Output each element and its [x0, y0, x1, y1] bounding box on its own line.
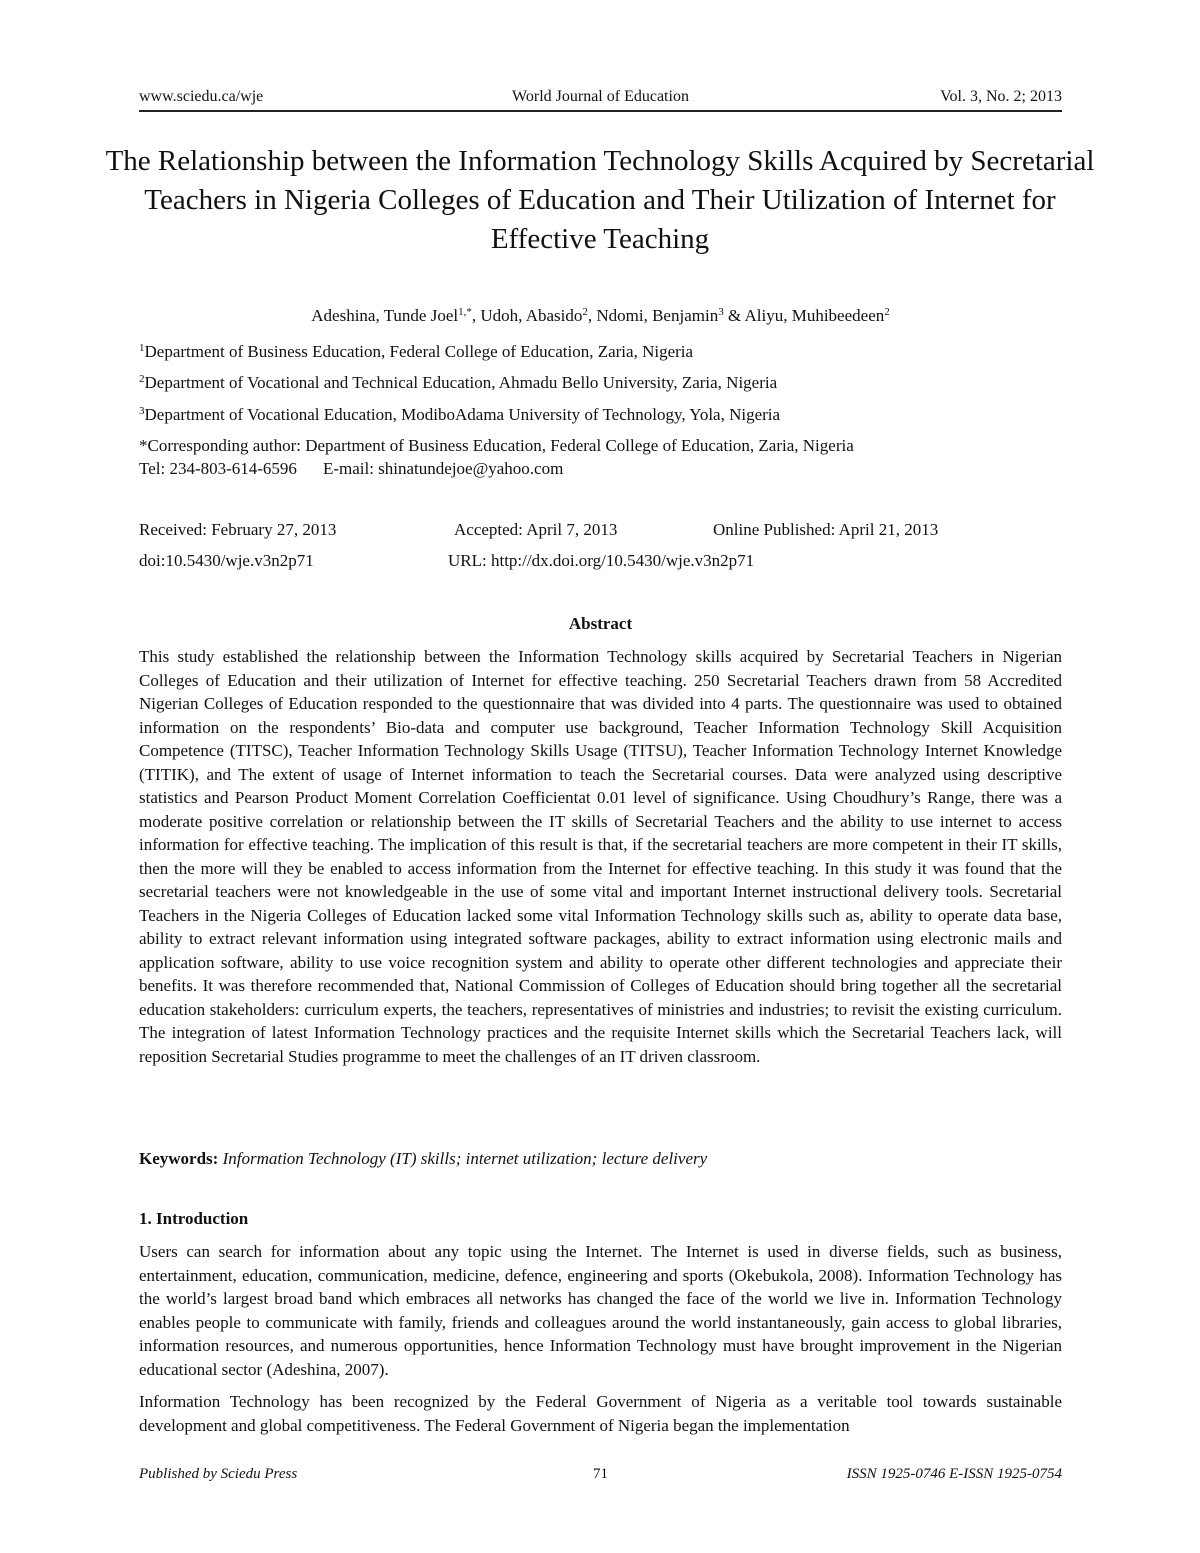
journal-name: World Journal of Education	[512, 88, 689, 105]
author-name: Aliyu, Muhibeedeen	[744, 306, 885, 325]
published-date: Online Published: April 21, 2013	[713, 520, 939, 539]
author-superscript: 1,*	[458, 306, 472, 318]
journal-url[interactable]: www.sciedu.ca/wje	[139, 88, 264, 105]
author-list	[139, 306, 1062, 326]
affiliation-1	[139, 340, 693, 364]
author-name: Udoh, Abasido	[480, 306, 583, 325]
running-header	[139, 88, 1062, 112]
author-superscript: 2	[884, 306, 890, 318]
author-superscript: 2	[582, 306, 588, 318]
email[interactable]: E-mail: shinatundejoe@yahoo.com	[322, 459, 564, 478]
volume-info: Vol. 3, No. 2; 2013	[940, 88, 1062, 105]
section-heading: 1. Introduction	[139, 1209, 249, 1228]
keywords-label: Keywords:	[139, 1149, 219, 1168]
affiliation-text: Department of Vocational Education, ModiboAdama University of Technology, Yola, Nigeria	[144, 405, 781, 424]
author-separator: ,	[471, 306, 481, 325]
affiliation-2	[139, 371, 777, 395]
intro-paragraph-2: Information Technology has been recognized by the Federal Government of Nigeria as a veritable tool towards sustainable development and global competitiveness. The Federal Government of Nigeria began the implementation	[139, 1392, 1062, 1435]
author-name: Ndomi, Benjamin	[596, 306, 719, 325]
abstract-heading: Abstract	[568, 614, 633, 633]
keywords-text: Information Technology (IT) skills; internet utilization; lecture delivery	[222, 1149, 708, 1168]
doi[interactable]: doi:10.5430/wje.v3n2p71	[139, 551, 314, 570]
accepted-date: Accepted: April 7, 2013	[454, 520, 618, 539]
telephone: Tel: 234-803-614-6596	[139, 459, 297, 478]
page-footer	[139, 1466, 1062, 1488]
affiliation-3	[139, 403, 780, 427]
affiliation-text: Department of Vocational and Technical Education, Ahmadu Bello University, Zaria, Nigeria	[144, 373, 778, 392]
issn: ISSN 1925-0746 E-ISSN 1925-0754	[846, 1466, 1062, 1482]
abstract-text: This study established the relationship between the Information Technology skills acquired by Secretarial Teachers in Nigerian Colleges of Education and their utilization of Internet for effective teaching. 250 Secretarial Teachers drawn from 58 Accredited Nigerian Colleges of Education responded to the questionnaire that was divided into 4 parts. The questionnaire was used to obtained information on the respondents’ Bio-data and computer use background, Teacher Information Technology Skill Acquisition Competence (TITSC), Teacher Information Technology Skills Usage (TITSU), Teacher Information Technology Internet Knowledge (TITIK), and The extent of usage of Internet information to teach the Secretarial courses. Data were analyzed using descriptive statistics and Pearson Product Moment Correlation Coefficientat 0.01 level of significance. Using Choudhury’s Range, there was a moderate positive correlation or relationship between the IT skills of Secretarial Teachers and the ability to use internet to access information for effective teaching. The implication of this result is that, if the secretarial teachers are more competent in their IT skills, then the more will they be enabled to access information from the Internet for effective teaching. In this study it was found that the secretarial teachers were not knowledgeable in the use of some vital and important Internet instructional delivery tools. Secretarial Teachers in the Nigeria Colleges of Education lacked some vital Information Technology skills such as, ability to operate data base, ability to extract relevant information using integrated software packages, ability to extract information using electronic mails and application software, ability to use voice recognition system and ability to operate other different technologies and appreciate their benefits. It was therefore recommended that, National Commission of Colleges of Education should bring together all the secretarial education stakeholders: curriculum experts, the teachers, representatives of ministries and industries; to revisit the existing curriculum. The integration of latest Information Technology practices and the requisite Internet skills which the Secretarial Teachers lack, will reposition Secretarial Studies programme to meet the challenges of an IT driven classroom.	[139, 647, 1062, 1066]
author-name: Adeshina, Tunde Joel	[311, 306, 459, 325]
received-date: Received: February 27, 2013	[139, 520, 337, 539]
contact-line	[139, 459, 563, 479]
keywords	[139, 1149, 707, 1169]
corresponding-author: *Corresponding author: Department of Business Education, Federal College of Education, Zaria, Nigeria	[139, 436, 854, 455]
publisher: Published by Sciedu Press	[139, 1466, 298, 1482]
affiliation-number: 3	[139, 405, 145, 417]
author-superscript: 3	[718, 306, 724, 318]
author-separator: &	[723, 306, 745, 325]
affiliation-number: 1	[139, 342, 145, 354]
page-number: 71	[593, 1466, 608, 1482]
doi-url[interactable]: URL: http://dx.doi.org/10.5430/wje.v3n2p71	[448, 551, 755, 570]
intro-paragraph-1: Users can search for information about any topic using the Internet. The Internet is used in diverse fields, such as business, entertainment, education, communication, medicine, defence, engineering and sports (Okebukola, 2008). Information Technology has the world’s largest broad band which embraces all networks has changed the face of the world we live in. Information Technology enables people to communicate with family, friends and colleagues around the world instantaneously, gain access to global libraries, information resources, and numerous opportunities, hence Information Technology must have brought improvement in the Nigerian educational sector (Adeshina, 2007).	[139, 1242, 1062, 1379]
paper-title: The Relationship between the Information Technology Skills Acquired by Secretarial Teachers in Nigeria Colleges of Education and Their Utilization of Internet for Effective Teaching	[105, 145, 1095, 255]
affiliation-number: 2	[139, 373, 145, 385]
author-separator: ,	[587, 306, 597, 325]
affiliation-text: Department of Business Education, Federal College of Education, Zaria, Nigeria	[144, 342, 694, 361]
